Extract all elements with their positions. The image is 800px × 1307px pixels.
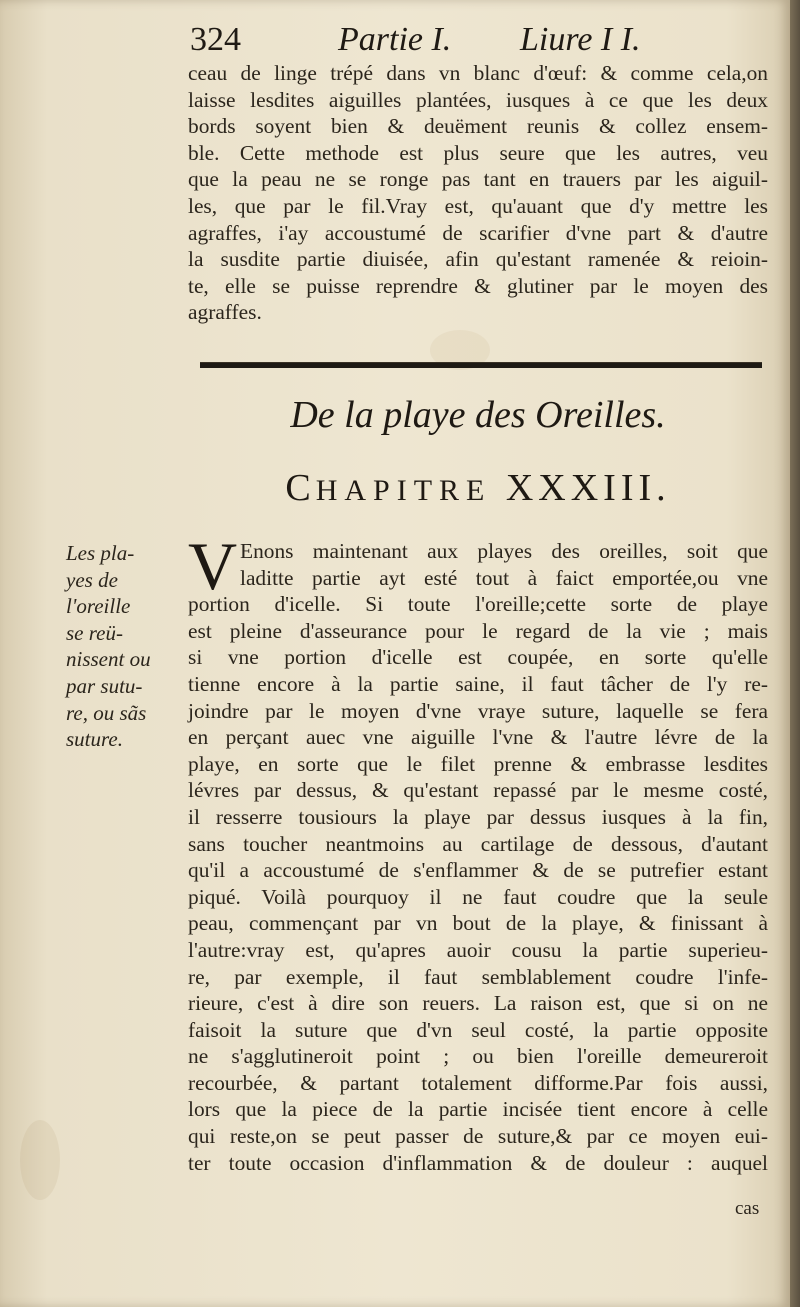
text-line: te, elle se puisse reprendre & glutiner par le moyen des — [188, 273, 768, 298]
chapter-title: De la playe des Oreilles. — [290, 394, 666, 436]
text-line: lévres par dessus, & qu'estant repassé par le mesme costé, — [188, 778, 768, 803]
margin-note-line: suture. — [66, 727, 123, 752]
text-line: portion d'icelle. Si toute l'oreille;cette sorte de playe — [188, 592, 768, 617]
margin-note-line: yes de — [66, 567, 118, 592]
text-line: bords soyent bien & deuëment reunis & collez ensem- — [188, 114, 768, 139]
drop-cap: V — [188, 528, 238, 604]
margin-note-line: par sutu- — [66, 673, 143, 698]
text-line: la susdite partie diuisée, afin qu'estant ramenée & reioin- — [188, 247, 768, 272]
margin-note-line: l'oreille — [66, 594, 131, 619]
text-line: il resserre tousiours la playe par dessus iusques à la fin, — [188, 804, 768, 829]
paper-stain — [20, 1120, 60, 1200]
text-line: qu'il a accoustumé de s'enflammer & de se putrefier estant — [188, 858, 768, 883]
text-line: ceau de linge trépé dans vn blanc d'œuf: & comme cela,on — [188, 61, 768, 85]
text-line: agraffes, i'ay accoustumé de scarifier d'vne part & d'autre — [188, 220, 768, 245]
chapter-label-initial: C — [285, 467, 316, 509]
book-title: Liure I I. — [520, 21, 641, 58]
text-line: tienne encore à la partie saine, il faut tâcher de l'y re- — [188, 671, 768, 696]
text-line: joindre par le moyen d'vne vraye suture, laquelle se fera — [188, 698, 768, 723]
text-line: playe, en sorte que le filet prenne & embrasse lesdites — [188, 751, 768, 776]
margin-note-line: se reü- — [66, 620, 123, 645]
text-line: rieure, c'est à dire son reuers. La raison est, que si on ne — [188, 991, 768, 1016]
margin-note — [66, 540, 178, 753]
text-line: sans toucher neantmoins au cartilage de dessous, d'autant — [188, 831, 768, 856]
page-number: 324 — [190, 21, 241, 58]
text-line: l'autre:vray est, qu'apres auoir cousu la partie superieu- — [188, 937, 768, 962]
chapter-label: HAPITRE — [315, 474, 492, 507]
text-line: faisoit la suture que d'vn seul costé, la partie opposite — [188, 1017, 768, 1042]
text-line: qui reste,on se peut passer de suture,& par ce moyen eui- — [188, 1124, 768, 1149]
text-line: que la peau ne se ronge pas tant en trauers par les aiguil- — [188, 167, 768, 192]
catchword: cas — [735, 1198, 760, 1219]
text-line: laditte partie ayt esté tout à faict emportée,ou vne — [240, 565, 768, 590]
top-paragraph — [188, 60, 768, 326]
text-line: ble. Cette methode est plus seure que les autres, veu — [188, 140, 768, 165]
chapter-heading — [188, 463, 768, 516]
text-line: si vne portion d'icelle est coupée, en sorte qu'elle — [188, 645, 768, 670]
text-line: ne s'agglutineroit point ; ou bien l'oreille demeureroit — [188, 1044, 768, 1069]
text-line: est pleine d'asseurance pour le regard de la vie ; mais — [188, 618, 768, 643]
text-line: lors que la piece de la partie incisée tient encore à celle — [188, 1097, 768, 1122]
text-line: laisse lesdites aiguilles plantées, iusques à ce que les deux — [188, 87, 768, 112]
text-line: recourbée, & partant totalement difforme.Par fois aussi, — [188, 1070, 768, 1095]
section-rule — [200, 362, 762, 368]
text-line: Enons maintenant aux playes des oreilles, soit que — [240, 539, 768, 563]
part-title: Partie I. — [338, 21, 452, 58]
text-line: en perçant auec vne aiguille l'vne & l'autre lévre de la — [188, 725, 768, 750]
text-line: piqué. Voilà pourquoy il ne faut coudre que la seule — [188, 884, 768, 909]
running-head — [190, 18, 690, 62]
text-line: agraffes. — [188, 300, 262, 325]
text-line: ter toute occasion d'inflammation & de douleur : auquel — [188, 1150, 768, 1175]
book-spine — [790, 0, 800, 1307]
margin-note-line: Les pla- — [66, 541, 135, 565]
margin-note-line: re, ou sãs — [66, 700, 147, 725]
text-line: re, par exemple, il faut semblablement coudre l'infe- — [188, 964, 768, 989]
text-line: les, que par le fil.Vray est, qu'auant que d'y mettre les — [188, 193, 768, 218]
margin-note-line: nissent ou — [66, 647, 151, 672]
body-paragraph — [188, 528, 768, 1176]
chapter-number: XXXIII. — [505, 467, 671, 509]
text-line: peau, commençant par vn bout de la playe, & finissant à — [188, 911, 768, 936]
